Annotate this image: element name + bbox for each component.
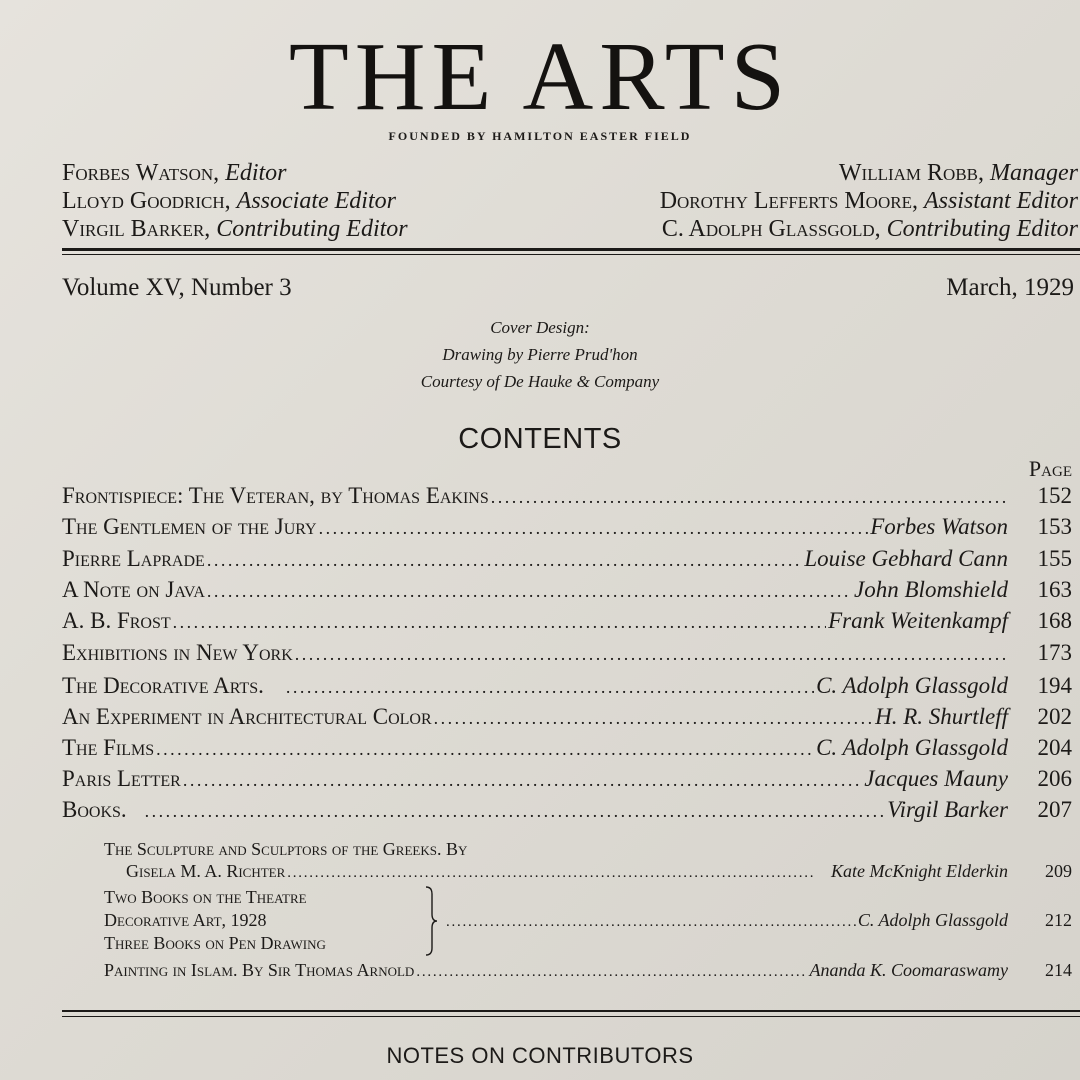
toc-title: Books.: [62, 797, 127, 822]
leader-dots: [295, 640, 1006, 668]
magazine-title: THE ARTS: [288, 23, 792, 131]
review-title-greeks: The Sculpture and Sculptors of the Greeks. By: [104, 839, 468, 859]
leader-dots: [446, 911, 856, 933]
review-title-theatre: Two Books on the Theatre: [104, 887, 307, 907]
toc-author: Virgil Barker: [887, 797, 1008, 822]
staff-name: Dorothy Lefferts Moore: [659, 188, 912, 214]
toc-entry: [62, 545, 1008, 574]
review-entry: [126, 860, 1008, 884]
brace-mark: [424, 886, 438, 956]
toc-title: The Decorative Arts.: [62, 673, 264, 698]
toc-title: An Experiment in Architectural Color: [62, 704, 432, 729]
footer-rule-thick: [62, 1010, 1080, 1012]
toc-page: 202: [1037, 704, 1072, 729]
review-title-decorative: Decorative Art, 1928: [104, 910, 267, 930]
staff-left-3: Virgil Barker, Contributing Editor: [62, 216, 408, 242]
staff-right-3: C. Adolph Glassgold, Contributing Editor: [661, 216, 1078, 242]
cover-design-credit: Drawing by Pierre Prud'hon: [442, 345, 638, 364]
leader-dots: [183, 766, 862, 794]
toc-title: A. B. Frost: [62, 608, 171, 633]
review-entry: [104, 959, 1008, 983]
staff-role: Manager: [990, 160, 1078, 186]
toc-author: H. R. Shurtleff: [875, 704, 1008, 729]
contents-heading: CONTENTS: [458, 423, 622, 455]
toc-title: Frontispiece: The Veteran, by Thomas Eakins: [62, 483, 489, 508]
leader-dots: [434, 704, 873, 732]
toc-page: 153: [1037, 514, 1072, 539]
leader-dots: [145, 797, 886, 825]
toc-entry: [62, 576, 1008, 605]
staff-role: Editor: [225, 160, 287, 186]
page-column-label: Page: [1028, 456, 1072, 481]
review-author: Ananda K. Coomaraswamy: [809, 960, 1008, 980]
staff-name: Forbes Watson: [62, 160, 214, 186]
toc-page: 173: [1037, 640, 1072, 665]
toc-title: A Note on Java: [62, 577, 205, 602]
toc-entry: [62, 703, 1008, 732]
toc-entry: [62, 765, 1008, 794]
footer-rule-thin: [62, 1016, 1080, 1017]
toc-author: C. Adolph Glassgold: [816, 735, 1008, 760]
toc-page: 194: [1037, 673, 1072, 698]
staff-right-1: William Robb, Manager: [838, 160, 1078, 186]
toc-author: Louise Gebhard Cann: [804, 546, 1008, 571]
cover-design-label: Cover Design:: [490, 318, 590, 337]
staff-name: Lloyd Goodrich: [62, 188, 225, 214]
leader-dots: [207, 546, 803, 574]
review-page: 209: [1045, 861, 1072, 881]
review-author: Kate McKnight Elderkin: [831, 861, 1008, 881]
toc-entry: [62, 513, 1008, 542]
toc-author: Frank Weitenkampf: [828, 608, 1008, 633]
leader-dots: [286, 673, 814, 701]
toc-page: 163: [1037, 577, 1072, 602]
toc-author: Forbes Watson: [870, 514, 1008, 539]
review-page: 214: [1045, 960, 1072, 980]
review-title-pen-drawing: Three Books on Pen Drawing: [104, 933, 326, 953]
leader-dots: [287, 862, 829, 884]
toc-entry: [62, 796, 1008, 825]
issue-date: March, 1929: [946, 274, 1074, 301]
toc-author: C. Adolph Glassgold: [816, 673, 1008, 698]
review-author: C. Adolph Glassgold: [857, 910, 1008, 930]
header-rule-thin: [62, 254, 1080, 255]
leader-dots: [416, 961, 807, 983]
toc-page: 206: [1037, 766, 1072, 791]
toc-title: The Gentlemen of the Jury: [62, 514, 317, 539]
header-rule-thick: [62, 248, 1080, 251]
toc-author: Jacques Mauny: [864, 766, 1008, 791]
leader-dots: [319, 514, 869, 542]
staff-left-1: Forbes Watson, Editor: [62, 160, 287, 186]
review-title: Gisela M. A. Richter: [126, 861, 286, 881]
staff-right-2: Dorothy Lefferts Moore, Assistant Editor: [659, 188, 1078, 214]
leader-dots: [207, 577, 852, 605]
staff-role: Contributing Editor: [216, 216, 408, 242]
staff-role: Assistant Editor: [923, 188, 1078, 214]
staff-name: C. Adolph Glassgold: [661, 216, 875, 242]
toc-page: 204: [1037, 735, 1072, 760]
toc-page: 207: [1037, 797, 1072, 822]
volume-number: Volume XV, Number 3: [62, 274, 292, 301]
founded-by-line: FOUNDED BY HAMILTON EASTER FIELD: [388, 129, 692, 143]
leader-dots: [491, 483, 1006, 511]
toc-entry: [62, 639, 1008, 668]
staff-role: Associate Editor: [236, 188, 396, 214]
leader-dots: [173, 608, 826, 636]
toc-entry: [62, 672, 1008, 701]
notes-heading: NOTES ON CONTRIBUTORS: [386, 1043, 694, 1068]
toc-entry: [62, 734, 1008, 763]
toc-page: 155: [1037, 546, 1072, 571]
review-page: 212: [1045, 910, 1072, 930]
toc-entry: [62, 482, 1008, 511]
review-entry: [444, 909, 1008, 933]
toc-title: Pierre Laprade: [62, 546, 205, 571]
staff-left-2: Lloyd Goodrich, Associate Editor: [62, 188, 396, 214]
staff-name: Virgil Barker: [62, 216, 205, 242]
toc-title: The Films: [62, 735, 155, 760]
toc-entry: [62, 607, 1008, 636]
cover-design-courtesy: Courtesy of De Hauke & Company: [420, 372, 660, 391]
toc-page: 168: [1037, 608, 1072, 633]
toc-title: Paris Letter: [62, 766, 181, 791]
staff-name: William Robb: [838, 160, 979, 186]
toc-page: 152: [1037, 483, 1072, 508]
review-title: Painting in Islam. By Sir Thomas Arnold: [104, 960, 415, 980]
staff-role: Contributing Editor: [886, 216, 1078, 242]
toc-author: John Blomshield: [854, 577, 1008, 602]
toc-title: Exhibitions in New York: [62, 640, 293, 665]
leader-dots: [156, 735, 814, 763]
